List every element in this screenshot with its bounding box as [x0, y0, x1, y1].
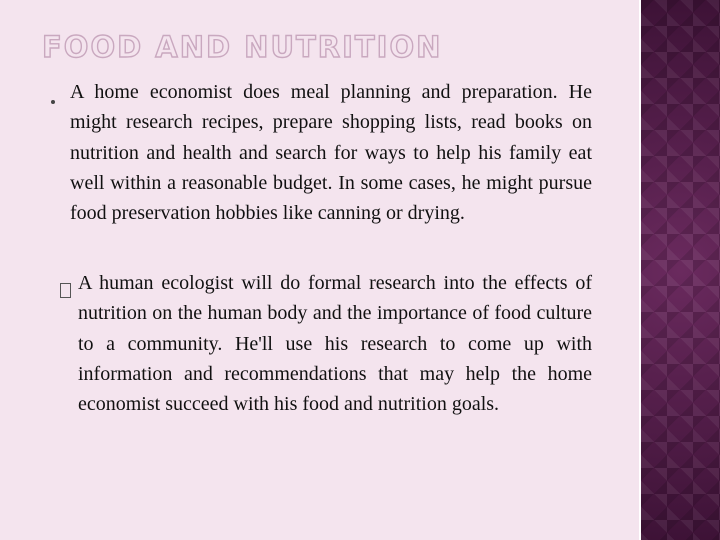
decorative-side-panel: [641, 0, 720, 540]
bullet-dot: [51, 100, 55, 104]
missing-glyph-box-icon: [60, 283, 71, 298]
paragraph-human-ecologist: A human ecologist will do formal research into the effects of nutrition on the human body and the importance of food culture to a community. He'll use his research to come up with information and recommendations that may help the home economist succeed with his food and nutrition goals.: [78, 272, 592, 416]
slide-title: FOOD AND NUTRITION: [42, 30, 443, 64]
paragraph-home-economist: A home economist does meal planning and preparation. He might research recipes, prepare shopping lists, read books on nutrition and health and search for ways to help his family eat well within a reasonable budget. In some cases, he might pursue food preservation hobbies like canning or drying.: [70, 81, 592, 225]
